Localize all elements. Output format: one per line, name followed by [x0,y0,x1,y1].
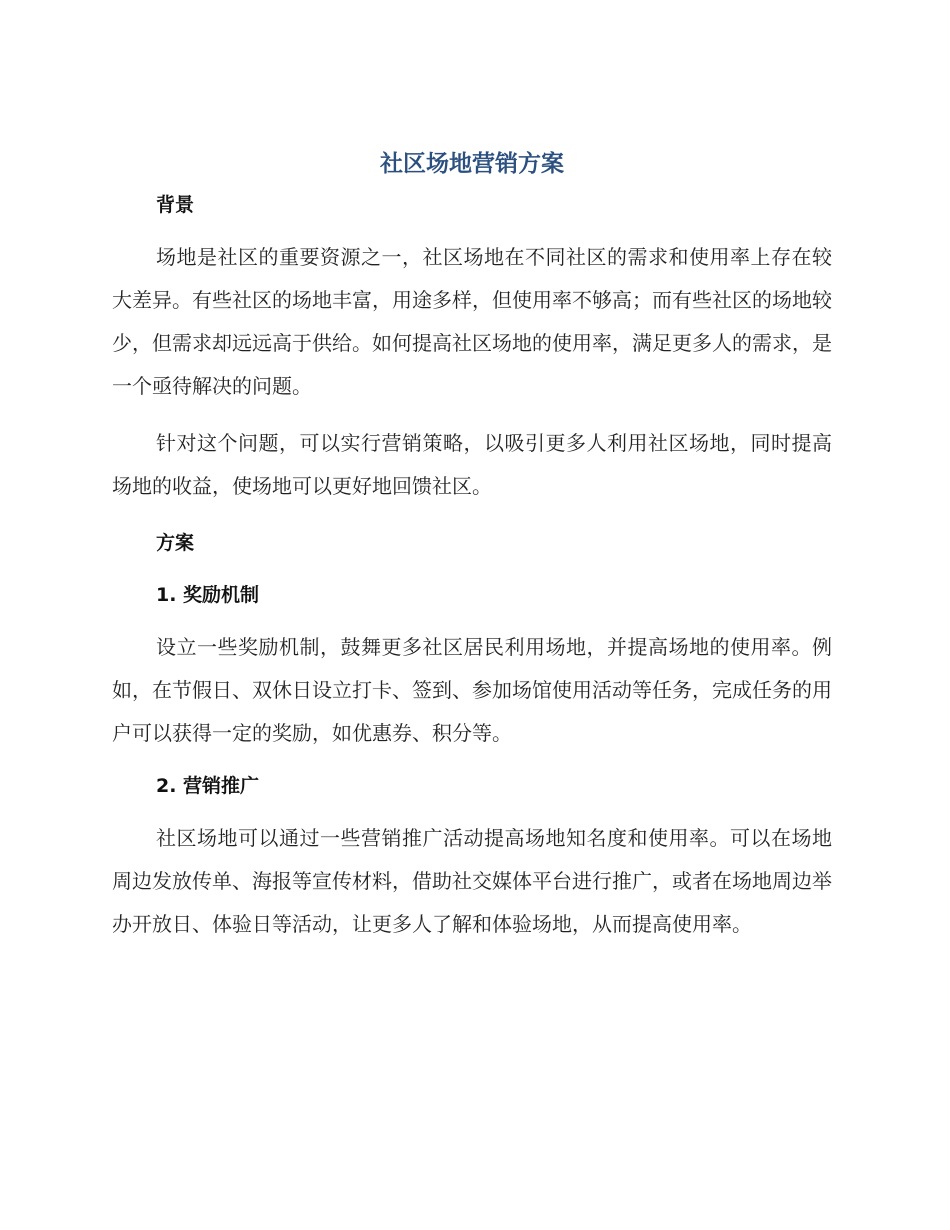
paragraph-marketing-promotion: 社区场地可以通过一些营销推广活动提高场地知名度和使用率。可以在场地周边发放传单、海报等宣传材料，借助社交媒体平台进行推广，或者在场地周边举办开放日、体验日等活动，让更多人了解和体验场地，从而提高使用率。 [112,826,832,936]
spacer [112,508,832,526]
spacer [112,222,832,236]
paragraph-reward-mechanism: 设立一些奖励机制，鼓舞更多社区居民利用场地，并提高场地的使用率。例如，在节假日、双休日设立打卡、签到、参加场馆使用活动等任务，完成任务的用户可以获得一定的奖励，如优惠券、积分等。 [112,635,832,745]
document-title: 社区场地营销方案 [380,151,564,177]
spacer [112,408,832,422]
spacer [112,803,832,817]
document-body [112,140,832,946]
section-heading-background: 背景 [156,194,195,216]
spacer [112,560,832,578]
paragraph-background-1: 场地是社区的重要资源之一，社区场地在不同社区的需求和使用率上存在较大差异。有些社区的场地丰富，用途多样，但使用率不够高；而有些社区的场地较少，但需求却远远高于供给。如何提高社区场地的使用率，满足更多人的需求，是一个亟待解决的问题。 [112,245,832,398]
spacer [112,755,832,769]
spacer [112,612,832,626]
section-heading-plan: 方案 [156,532,195,554]
subheading-marketing-promotion: 2. 营销推广 [156,775,260,797]
subheading-reward-mechanism: 1. 奖励机制 [156,584,260,606]
paragraph-background-2: 针对这个问题，可以实行营销策略，以吸引更多人利用社区场地，同时提高场地的收益，使场地可以更好地回馈社区。 [112,431,832,498]
